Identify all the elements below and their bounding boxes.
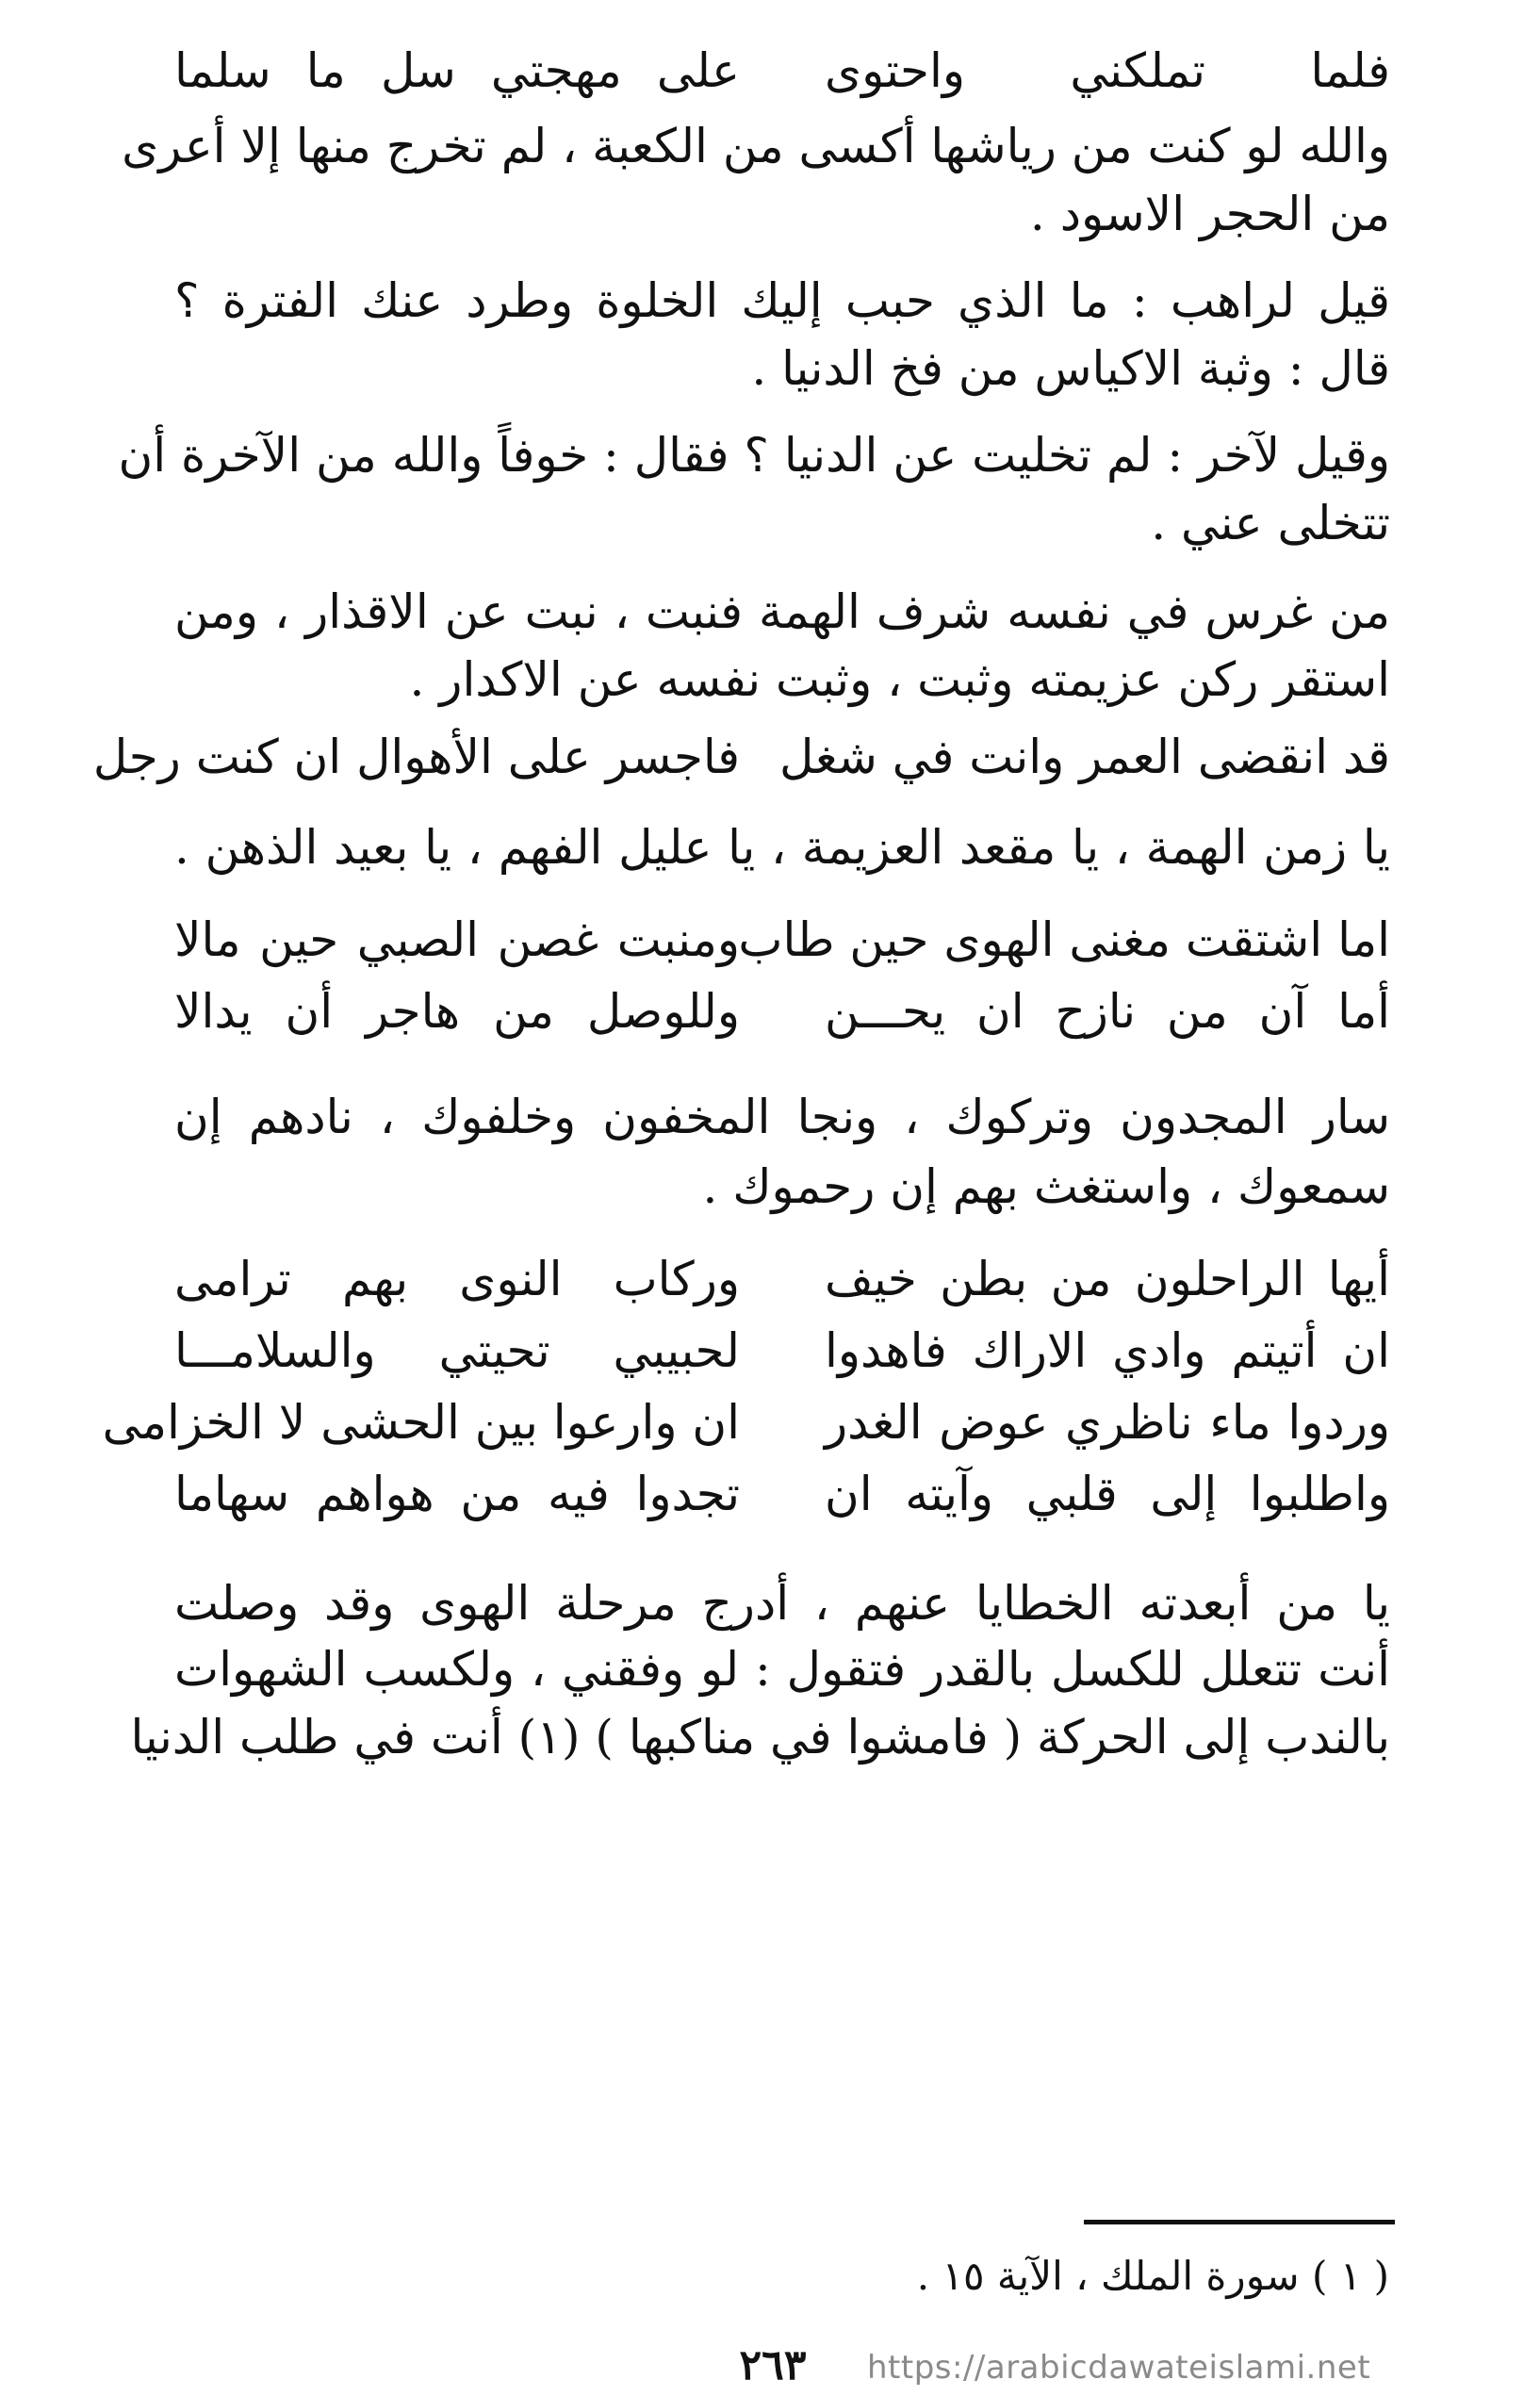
watermark: https://arabicdawateislami.net: [867, 2349, 1371, 2387]
paragraph-4-line-1: من غرس في نفسه شرف الهمة فنبت ، نبت عن الاقذار ، ومن: [174, 584, 1390, 639]
paragraph-1-line-2: من الحجر الاسود .: [1029, 187, 1390, 241]
verse-hemistich-second: ان وارعوا بين الحشى لا الخزامى: [102, 1395, 740, 1450]
verse-hemistich-first: ان أتيتم وادي الاراك فاهدوا: [825, 1323, 1390, 1378]
verse-hemistich-second: فاجسر على الأهوال ان كنت رجل: [92, 730, 740, 784]
verse-2-line-1: [174, 905, 1390, 975]
paragraph-3-line-1: وقيل لآخر : لم تخليت عن الدنيا ؟ فقال : خوفاً والله من الآخرة أن: [118, 428, 1390, 483]
verse-3-line-2: [174, 1316, 1390, 1386]
footnote-divider: [1084, 2220, 1395, 2224]
verse-hemistich-second: وركاب النوى بهم ترامى: [174, 1252, 740, 1306]
page-number: ٢٦٣: [739, 2341, 807, 2389]
paragraph-2-line-2: قال : وثبة الاكياس من فخ الدنيا .: [751, 341, 1390, 396]
call-line: يا زمن الهمة ، يا مقعد العزيمة ، يا عليل الفهم ، يا بعيد الذهن .: [174, 820, 1390, 875]
paragraph-3-line-2: تتخلى عني .: [1151, 496, 1390, 550]
verse-hemistich-first: قد انقضى العمر وانت في شغل: [779, 730, 1390, 784]
verse-hemistich-first: واطلبوا إلى قلبي وآيته ان: [825, 1467, 1390, 1521]
verse-hemistich-second: على مهجتي سل ما سلما: [174, 43, 740, 98]
verse-hemistich-first: أما آن من نازح ان يحـــن: [825, 984, 1390, 1039]
verse-hemistich-first: فلما تملكني واحتوى: [825, 43, 1390, 98]
verse-hemistich-first: وردوا ماء ناظري عوض الغدر: [825, 1395, 1390, 1450]
verse-hemistich-second: تجدوا فيه من هواهم سهاما: [174, 1467, 740, 1521]
paragraph-6-line-1: يا من أبعدته الخطايا عنهم ، أدرج مرحلة الهوى وقد وصلت: [174, 1576, 1390, 1631]
paragraph-5-line-2: سمعوك ، واستغث بهم إن رحموك .: [702, 1159, 1390, 1214]
paragraph-6-line-3: بالندب إلى الحركة ( فامشوا في مناكبها ) (١) أنت في طلب الدنيا: [130, 1710, 1390, 1764]
verse-3-line-1: [174, 1244, 1390, 1314]
paragraph-5-line-1: سار المجدون وتركوك ، ونجا المخفون وخلفوك ، نادهم إن: [174, 1090, 1390, 1144]
verse-hemistich-second: ومنبت غصن الصبي حين مالا: [174, 912, 740, 967]
verse-hemistich-first: أيها الراحلون من بطن خيف: [825, 1252, 1390, 1306]
verse-3-line-4: [174, 1459, 1390, 1529]
verse-2-line-2: [174, 976, 1390, 1046]
paragraph-1-line-1: والله لو كنت من رياشها أكسى من الكعبة ، لم تخرج منها إلا أعرى: [122, 119, 1390, 173]
paragraph-2-line-1: قيل لراهب : ما الذي حبب إليك الخلوة وطرد عنك الفترة ؟: [174, 273, 1390, 328]
verse-1: [92, 722, 1390, 792]
verse-hemistich-second: وللوصل من هاجر أن يدالا: [174, 984, 740, 1039]
paragraph-6-line-2: أنت تتعلل للكسل بالقدر فتقول : لو وفقني ، ولكسب الشهوات: [174, 1642, 1390, 1697]
verse-3-line-3: [102, 1387, 1390, 1457]
paragraph-4-line-2: استقر ركن عزيمته وثبت ، وثبت نفسه عن الاكدار .: [409, 652, 1390, 707]
opening-verse: [174, 36, 1390, 106]
footnote: ( ١ ) سورة الملك ، الآية ١٥ .: [916, 2253, 1389, 2299]
verse-hemistich-first: اما اشتقت مغنى الهوى حين طاب: [738, 912, 1390, 967]
verse-hemistich-second: لحبيبي تحيتي والسلامـــا: [174, 1323, 740, 1378]
